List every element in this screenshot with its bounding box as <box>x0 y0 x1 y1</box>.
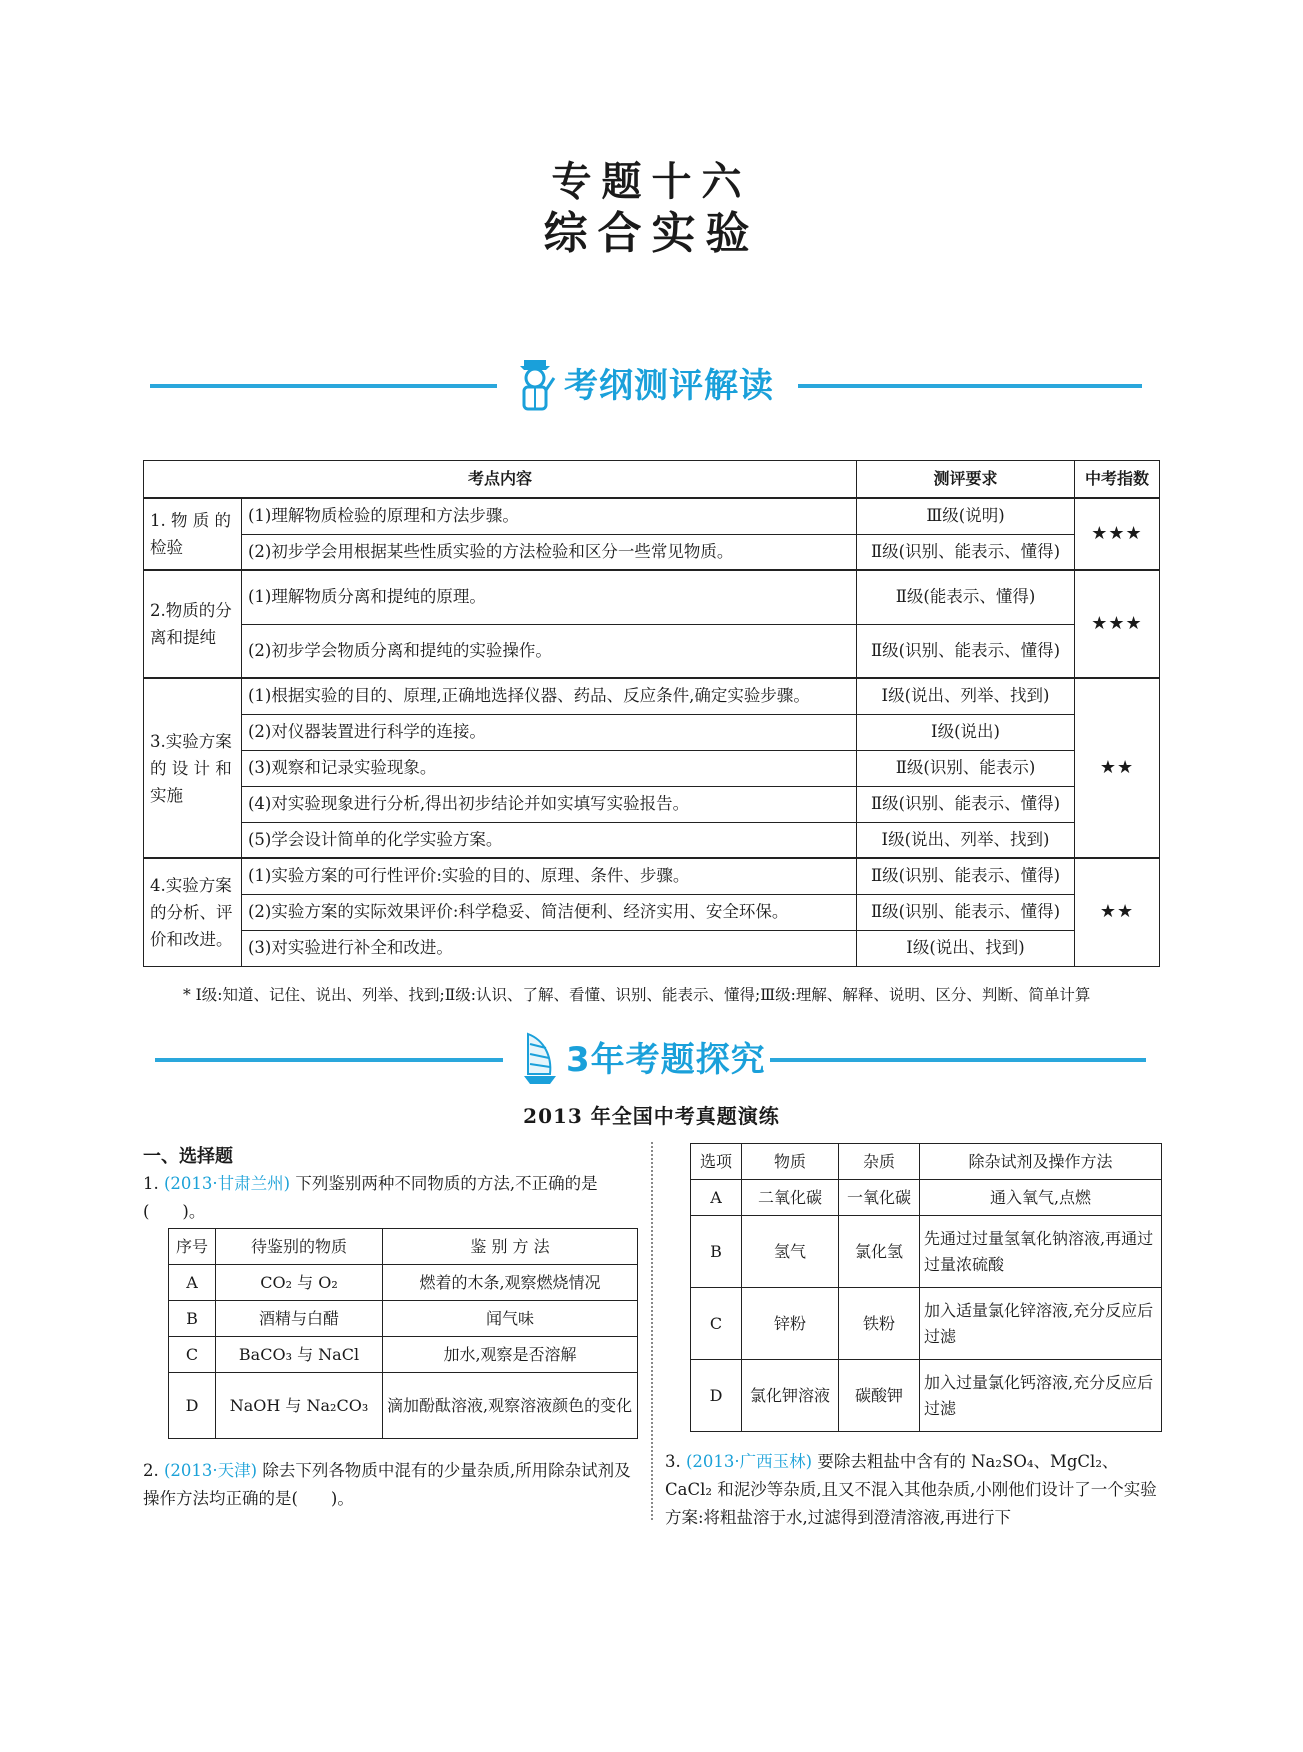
content-cell: (3)观察和记录实验现象。 <box>242 750 857 786</box>
level-footnote: * Ⅰ级:知道、记住、说出、列举、找到;Ⅱ级:认识、了解、看懂、识别、能表示、懂得;Ⅲ级:理解、解释、说明、区分、判断、简单计算 <box>183 986 1091 1004</box>
option-id: B <box>691 1216 742 1288</box>
banner-line-right <box>798 384 1142 388</box>
method-cell: 通入氧气,点燃 <box>920 1180 1162 1216</box>
question-number: 2. <box>143 1461 159 1480</box>
substance-cell: BaCO₃ 与 NaCl <box>216 1337 383 1373</box>
stars-cell: ★★ <box>1075 678 1160 858</box>
table-row <box>144 750 1160 786</box>
table-header-row <box>169 1229 638 1265</box>
table-row <box>691 1180 1162 1216</box>
question-text: 要除去粗盐中含有的 Na₂SO₄、MgCl₂、CaCl₂ 和泥沙等杂质,且又不混入其他杂质,小刚他们设计了一个实验方案:将粗盐溶于水,过滤得到澄清溶液,再进行下 <box>665 1452 1157 1527</box>
section-banner-exams <box>0 1030 1303 1090</box>
table-row <box>144 570 1160 624</box>
topic-cell: 1. 物 质 的检验 <box>144 498 242 570</box>
question-text: 下列鉴别两种不同物质的方法,不正确的是( )。 <box>143 1174 598 1221</box>
topic-subtitle: 综合实验 <box>543 208 760 259</box>
table-row <box>691 1288 1162 1360</box>
content-cell: (1)理解物质检验的原理和方法步骤。 <box>242 498 857 534</box>
method-cell: 燃着的木条,观察燃烧情况 <box>383 1265 638 1301</box>
syllabus-header-row <box>144 461 1160 499</box>
table-row <box>144 930 1160 966</box>
column-header: 鉴 别 方 法 <box>383 1229 638 1265</box>
requirement-cell: Ⅱ级(能表示、懂得) <box>857 570 1075 624</box>
table-row <box>169 1301 638 1337</box>
question-number: 1. <box>143 1174 159 1193</box>
table-row <box>144 894 1160 930</box>
content-cell: (2)初步学会用根据某些性质实验的方法检验和区分一些常见物质。 <box>242 534 857 570</box>
banner-title-syllabus: 考纲测评解读 <box>564 366 774 406</box>
table-row <box>144 786 1160 822</box>
table-row <box>691 1216 1162 1288</box>
content-cell: (5)学会设计简单的化学实验方案。 <box>242 822 857 858</box>
option-id: D <box>169 1373 216 1439</box>
question-source: (2013·天津) <box>164 1461 258 1480</box>
option-id: C <box>169 1337 216 1373</box>
option-id: A <box>169 1265 216 1301</box>
requirement-cell: Ⅲ级(说明) <box>857 498 1075 534</box>
substance-cell: CO₂ 与 O₂ <box>216 1265 383 1301</box>
impurity-cell: 氯化氢 <box>839 1216 920 1288</box>
header-requirement: 测评要求 <box>857 461 1075 499</box>
column-header: 除杂试剂及操作方法 <box>920 1144 1162 1180</box>
banner-line-left <box>155 1058 503 1062</box>
substance-cell: 二氧化碳 <box>742 1180 839 1216</box>
option-id: B <box>169 1301 216 1337</box>
substance-cell: NaOH 与 Na₂CO₃ <box>216 1373 383 1439</box>
table-row <box>169 1337 638 1373</box>
column-header: 选项 <box>691 1144 742 1180</box>
content-cell: (2)实验方案的实际效果评价:科学稳妥、简洁便利、经济实用、安全环保。 <box>242 894 857 930</box>
impurity-cell: 铁粉 <box>839 1288 920 1360</box>
question-2-table <box>690 1143 1162 1432</box>
requirement-cell: Ⅰ级(说出、列举、找到) <box>857 678 1075 714</box>
table-row <box>169 1373 638 1439</box>
method-cell: 滴加酚酞溶液,观察溶液颜色的变化 <box>383 1373 638 1439</box>
topic-cell: 2.物质的分离和提纯 <box>144 570 242 678</box>
substance-cell: 氯化钾溶液 <box>742 1360 839 1432</box>
substance-cell: 锌粉 <box>742 1288 839 1360</box>
header-index: 中考指数 <box>1075 461 1160 499</box>
table-row <box>144 624 1160 678</box>
column-divider <box>651 1142 653 1520</box>
requirement-cell: Ⅱ级(识别、能表示) <box>857 750 1075 786</box>
substance-cell: 酒精与白醋 <box>216 1301 383 1337</box>
syllabus-table <box>143 460 1160 967</box>
question-source: (2013·甘肃兰州) <box>164 1174 291 1193</box>
header-content: 考点内容 <box>144 461 857 499</box>
sailboat-icon <box>522 1030 558 1086</box>
option-id: A <box>691 1180 742 1216</box>
table-row <box>144 822 1160 858</box>
topic-cell: 4.实验方案的分析、评价和改进。 <box>144 858 242 966</box>
topic-cell: 3.实验方案的 设 计 和实施 <box>144 678 242 858</box>
banner-title-exams: 3年考题探究 <box>566 1040 766 1080</box>
question-1 <box>143 1170 638 1226</box>
exam-heading: 2013 年全国中考真题演练 <box>523 1104 780 1128</box>
table-row <box>144 498 1160 534</box>
content-cell: (2)对仪器装置进行科学的连接。 <box>242 714 857 750</box>
requirement-cell: Ⅰ级(说出、列举、找到) <box>857 822 1075 858</box>
banner-line-right <box>770 1058 1146 1062</box>
method-cell: 加水,观察是否溶解 <box>383 1337 638 1373</box>
section-banner-syllabus <box>0 356 1303 416</box>
table-header-row <box>691 1144 1162 1180</box>
table-row <box>691 1360 1162 1432</box>
table-row <box>169 1265 638 1301</box>
option-id: D <box>691 1360 742 1432</box>
column-header: 待鉴别的物质 <box>216 1229 383 1265</box>
content-cell: (1)理解物质分离和提纯的原理。 <box>242 570 857 624</box>
substance-cell: 氢气 <box>742 1216 839 1288</box>
requirement-cell: Ⅰ级(说出、找到) <box>857 930 1075 966</box>
requirement-cell: Ⅱ级(识别、能表示、懂得) <box>857 786 1075 822</box>
content-cell: (3)对实验进行补全和改进。 <box>242 930 857 966</box>
content-cell: (2)初步学会物质分离和提纯的实验操作。 <box>242 624 857 678</box>
content-cell: (1)根据实验的目的、原理,正确地选择仪器、药品、反应条件,确定实验步骤。 <box>242 678 857 714</box>
table-row <box>144 678 1160 714</box>
part-heading: 一、选择题 <box>143 1146 233 1167</box>
teacher-mascot-icon <box>516 356 556 414</box>
method-cell: 加入适量氯化锌溶液,充分反应后过滤 <box>920 1288 1162 1360</box>
method-cell: 加入过量氯化钙溶液,充分反应后过滤 <box>920 1360 1162 1432</box>
question-1-table <box>168 1228 638 1439</box>
content-cell: (1)实验方案的可行性评价:实验的目的、原理、条件、步骤。 <box>242 858 857 894</box>
requirement-cell: Ⅱ级(识别、能表示、懂得) <box>857 534 1075 570</box>
column-header: 序号 <box>169 1229 216 1265</box>
column-header: 杂质 <box>839 1144 920 1180</box>
column-header: 物质 <box>742 1144 839 1180</box>
option-id: C <box>691 1288 742 1360</box>
topic-title: 专题十六 <box>551 159 752 205</box>
method-cell: 先通过过量氢氧化钠溶液,再通过过量浓硫酸 <box>920 1216 1162 1288</box>
table-row <box>144 534 1160 570</box>
question-text: 除去下列各物质中混有的少量杂质,所用除杂试剂及操作方法均正确的是( )。 <box>143 1461 631 1508</box>
stars-cell: ★★★ <box>1075 570 1160 678</box>
stars-cell: ★★ <box>1075 858 1160 966</box>
table-row <box>144 858 1160 894</box>
requirement-cell: Ⅱ级(识别、能表示、懂得) <box>857 624 1075 678</box>
table-row <box>144 714 1160 750</box>
requirement-cell: Ⅰ级(说出) <box>857 714 1075 750</box>
impurity-cell: 一氧化碳 <box>839 1180 920 1216</box>
requirement-cell: Ⅱ级(识别、能表示、懂得) <box>857 858 1075 894</box>
stars-cell: ★★★ <box>1075 498 1160 570</box>
banner-line-left <box>150 384 497 388</box>
question-number: 3. <box>665 1452 681 1471</box>
question-source: (2013·广西玉林) <box>686 1452 813 1471</box>
requirement-cell: Ⅱ级(识别、能表示、懂得) <box>857 894 1075 930</box>
method-cell: 闻气味 <box>383 1301 638 1337</box>
question-2 <box>143 1457 638 1513</box>
question-3 <box>665 1448 1165 1532</box>
impurity-cell: 碳酸钾 <box>839 1360 920 1432</box>
content-cell: (4)对实验现象进行分析,得出初步结论并如实填写实验报告。 <box>242 786 857 822</box>
